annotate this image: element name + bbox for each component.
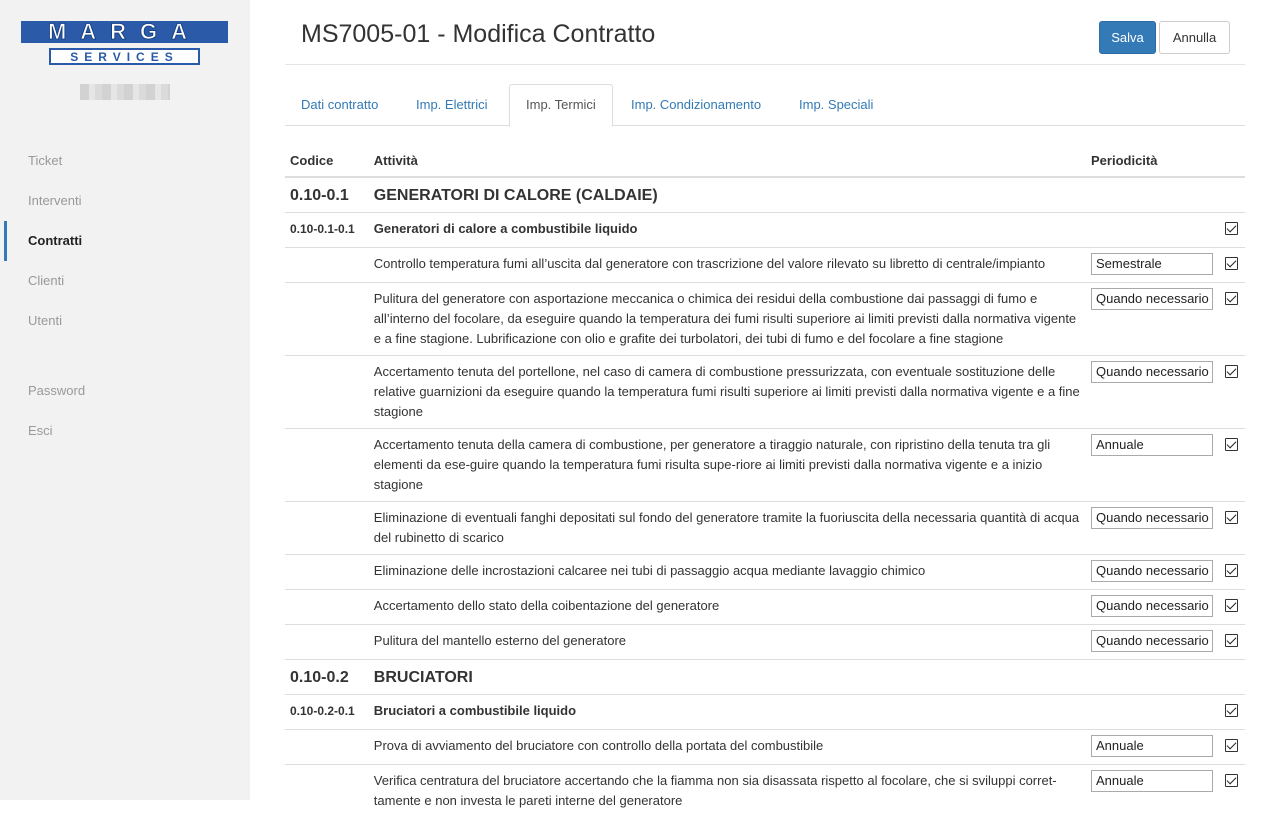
activity-checkbox[interactable] [1225,704,1238,717]
title-divider [285,64,1245,65]
sidebar [0,0,250,800]
periodicity-select[interactable]: Annuale [1091,735,1213,757]
row-activity: Verifica centratura del bruciatore accertando che la fiamma non sia disassata rispetto al focolare, che si sviluppi corret-tamente e non investa le pareti interne del generatore [369,765,1086,817]
row-activity: Eliminazione delle incrostazioni calcaree nei tubi di passaggio acqua mediante lavaggio chimico [369,555,1086,590]
logo-bottom-text: SERVICES [70,50,178,64]
row-periodicity-cell [1086,625,1218,660]
row-check-cell [1218,765,1245,817]
activity-checkbox[interactable] [1225,774,1238,787]
row-periodicity-cell [1086,248,1218,283]
sidebar-item-clienti[interactable]: Clienti [0,261,250,301]
row-activity: Eliminazione di eventuali fanghi depositati sul fondo del generatore tramite la fuoriuscita della necessaria quantità di acqua del rubinetto di scarico [369,502,1086,555]
row-activity: BRUCIATORI [369,660,1086,695]
table-row [285,283,1245,356]
periodicity-select[interactable]: Semestrale [1091,253,1213,275]
activity-checkbox[interactable] [1225,599,1238,612]
periodicity-select[interactable]: Quando necessario [1091,630,1213,652]
row-check-cell [1218,625,1245,660]
row-code [285,590,369,625]
activity-checkbox[interactable] [1225,222,1238,235]
group-row [285,177,1245,213]
row-code [285,730,369,765]
row-code: 0.10-0.1 [285,177,369,213]
user-name-blurred [80,84,170,100]
periodicity-select[interactable]: Quando necessario [1091,560,1213,582]
row-check-cell [1218,248,1245,283]
activity-checkbox[interactable] [1225,739,1238,752]
sidebar-item-utenti[interactable]: Utenti [0,301,250,341]
row-check-cell [1218,429,1245,502]
table-row [285,730,1245,765]
activity-checkbox[interactable] [1225,438,1238,451]
row-periodicity-cell [1086,213,1218,248]
row-periodicity-cell [1086,590,1218,625]
row-activity: GENERATORI DI CALORE (CALDAIE) [369,177,1086,213]
cancel-button[interactable]: Annulla [1159,21,1230,54]
row-check-cell [1218,730,1245,765]
sidebar-nav [0,141,250,451]
row-code: 0.10-0.2 [285,660,369,695]
activities-table [285,144,1245,817]
table-header-row [285,144,1245,177]
header-code: Codice [285,144,369,177]
row-periodicity-cell [1086,502,1218,555]
sidebar-item-esci[interactable]: Esci [0,411,250,451]
row-check-cell [1218,590,1245,625]
row-activity: Pulitura del generatore con asportazione meccanica o chimica dei residui della combustione dai passaggi di fumo e all’interno del focolare, da eseguire quando la temperatura dei fumi risulti superiore ai limiti previsti dalla normativa vigente e a fine stagione. Lubrificazione con olio e grafite dei turbolatori, dei tubi di fumo e del focolare a fine stagione [369,283,1086,356]
sidebar-item-contratti[interactable]: Contratti [0,221,250,261]
row-periodicity-cell [1086,283,1218,356]
activity-checkbox[interactable] [1225,511,1238,524]
table-row [285,429,1245,502]
row-check-cell [1218,660,1245,695]
contract-tabs [285,84,1245,126]
table-row [285,625,1245,660]
periodicity-select[interactable]: Annuale [1091,770,1213,792]
tab-imp-termici[interactable]: Imp. Termici [509,84,613,127]
row-periodicity-cell [1086,177,1218,213]
row-activity: Bruciatori a combustibile liquido [369,695,1086,730]
row-periodicity-cell [1086,765,1218,817]
table-row [285,248,1245,283]
row-check-cell [1218,213,1245,248]
tab-imp-condizionamento[interactable]: Imp. Condizionamento [615,84,777,126]
sidebar-item-ticket[interactable]: Ticket [0,141,250,181]
table-row [285,765,1245,817]
sidebar-item-password[interactable]: Password [0,371,250,411]
row-check-cell [1218,502,1245,555]
save-button[interactable]: Salva [1099,21,1156,54]
row-check-cell [1218,177,1245,213]
table-row [285,555,1245,590]
periodicity-select[interactable]: Quando necessario [1091,507,1213,529]
logo-top-text: MARGA [48,19,201,44]
table-body [285,177,1245,817]
row-activity: Accertamento tenuta della camera di combustione, per generatore a tiraggio naturale, con ripristino della tenuta tra gli elementi da ese-guire quando la temperatura fumi risulta supe-riore ai limiti previsti dalla normativa vigente e a inizio stagione [369,429,1086,502]
sidebar-item-interventi[interactable]: Interventi [0,181,250,221]
row-activity: Pulitura del mantello esterno del generatore [369,625,1086,660]
row-code [285,356,369,429]
row-activity: Prova di avviamento del bruciatore con controllo della portata del combustibile [369,730,1086,765]
periodicity-select[interactable]: Quando necessario [1091,288,1213,310]
row-code [285,555,369,590]
table-row [285,502,1245,555]
row-periodicity-cell [1086,356,1218,429]
row-check-cell [1218,356,1245,429]
row-periodicity-cell [1086,555,1218,590]
activity-checkbox[interactable] [1225,292,1238,305]
row-code [285,625,369,660]
tab-dati-contratto[interactable]: Dati contratto [285,84,394,126]
periodicity-select[interactable]: Annuale [1091,434,1213,456]
activity-checkbox[interactable] [1225,365,1238,378]
row-code [285,429,369,502]
tab-imp-elettrici[interactable]: Imp. Elettrici [400,84,504,126]
header-activity: Attività [369,144,1086,177]
group-row [285,660,1245,695]
row-check-cell [1218,695,1245,730]
row-activity: Generatori di calore a combustibile liquido [369,213,1086,248]
activity-checkbox[interactable] [1225,257,1238,270]
header-periodicity: Periodicità [1086,144,1218,177]
page-title: MS7005-01 - Modifica Contratto [301,20,655,49]
table-row [285,356,1245,429]
activity-checkbox[interactable] [1225,634,1238,647]
row-check-cell [1218,283,1245,356]
periodicity-select[interactable]: Quando necessario [1091,361,1213,383]
row-activity: Accertamento dello stato della coibentazione del generatore [369,590,1086,625]
marga-services-logo[interactable] [20,19,229,67]
row-periodicity-cell [1086,730,1218,765]
row-code [285,502,369,555]
activity-checkbox[interactable] [1225,564,1238,577]
row-code: 0.10-0.1-0.1 [285,213,369,248]
row-code [285,248,369,283]
row-activity: Controllo temperatura fumi all’uscita dal generatore con trascrizione del valore rilevato su libretto di centrale/impianto [369,248,1086,283]
row-code: 0.10-0.2-0.1 [285,695,369,730]
nav-spacer [0,341,250,371]
row-code [285,765,369,817]
table-row [285,590,1245,625]
row-activity: Accertamento tenuta del portellone, nel caso di camera di combustione pressurizzata, con eventuale sostituzione delle relative guarnizioni da eseguire quando la temperatura fumi risulti superiore ai limiti previsti dalla normativa vigente e a fine stagione [369,356,1086,429]
subgroup-row [285,695,1245,730]
row-periodicity-cell [1086,695,1218,730]
subgroup-row [285,213,1245,248]
row-check-cell [1218,555,1245,590]
row-code [285,283,369,356]
periodicity-select[interactable]: Quando necessario [1091,595,1213,617]
row-periodicity-cell [1086,429,1218,502]
tab-imp-speciali[interactable]: Imp. Speciali [783,84,889,126]
header-check [1218,144,1245,177]
row-periodicity-cell [1086,660,1218,695]
